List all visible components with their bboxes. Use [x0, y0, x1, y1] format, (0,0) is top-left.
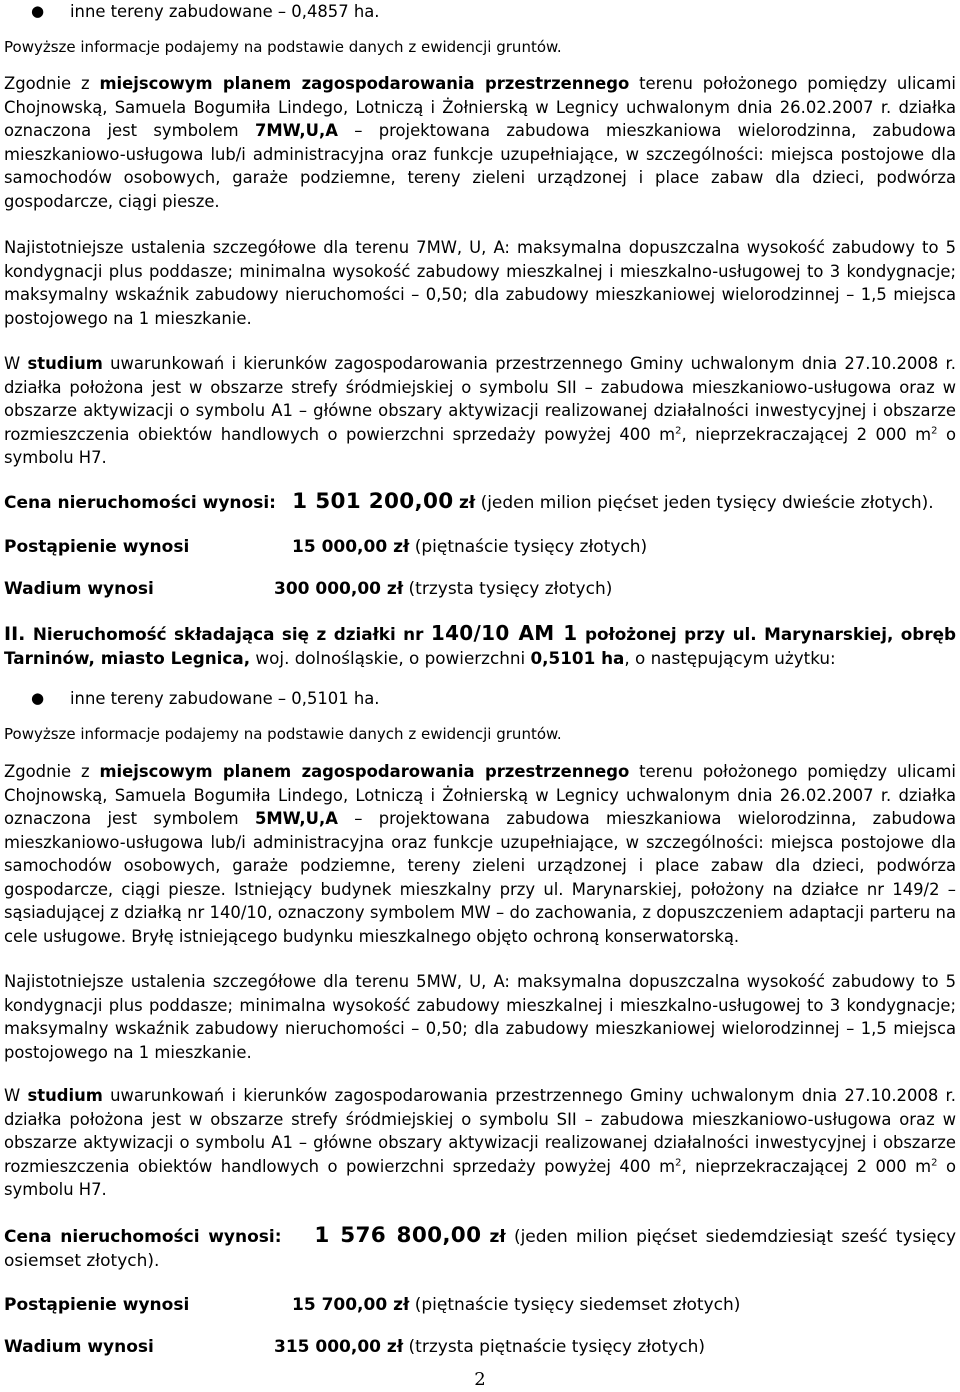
study-term: studium	[27, 1086, 103, 1105]
text: uwarunkowań i kierunków zagospodarowania przestrzennego Gminy uchwalonym dnia 27.10.2008 r. działka położona jest w obszarze strefy śródmiejskiej o symbolu SII – zabudowa mieszkaniowo-usługowa oraz w obszarze aktywizacji o symbolu A1 – główne obszary aktywizacji realizowanej działalności inwestycyjnej i obszarze rozmieszczenia obiektów handlowych o powierzchni sprzedaży powyżej 400 m	[4, 1086, 956, 1176]
price-amount: 1 501 200,00	[292, 489, 454, 514]
text: – projektowana zabudowa mieszkaniowa wielorodzinna, zabudowa mieszkaniowo-usługowa lub/i administracyjna oraz funkcje uzupełniające, w szczególności: miejsca postojowe dla samochodów osobowych, garaże podziemne, tereny zieleni urządzonej i place zabaw dla dzieci, podwórza gospodarcze, ciągi piesze. Istniejący budynek mieszkalny przy ul. Marynarskiej, położony na działce nr 149/2 – sąsiadującej z działką nr 140/10, oznaczony symbolem MW – do zachowania, z dopuszczeniem adaptacji parteru na cele usługowe. Bryłę istniejącego budynku mieszkalnego objęto ochroną konserwatorską.	[4, 809, 956, 946]
deposit-row	[4, 578, 956, 602]
source-note: Powyższe informacje podajemy na podstawie danych z ewidencji gruntów.	[4, 38, 562, 56]
bid-step-value	[292, 536, 647, 560]
bid-step-label: Postąpienie wynosi	[4, 537, 190, 557]
bid-step-value	[292, 1294, 740, 1318]
text: W	[4, 354, 28, 373]
bullet-icon: ●	[31, 689, 45, 707]
plot-number: 140/10 AM 1	[430, 621, 578, 645]
text: Zgodnie z	[4, 762, 100, 781]
text: , nieprzekraczającej 2 000 m	[681, 1156, 932, 1176]
superscript: 2	[675, 425, 682, 437]
plan-paragraph	[4, 760, 956, 948]
plan-paragraph	[4, 72, 956, 213]
plan-symbol: 7MW,U,A	[254, 121, 338, 140]
list-item-text: inne tereny zabudowane – 0,5101 ha.	[70, 689, 380, 708]
plot-area: 0,5101 ha	[530, 647, 625, 668]
price-currency: zł	[489, 1227, 506, 1247]
details-paragraph: Najistotniejsze ustalenia szczegółowe dla terenu 5MW, U, A: maksymalna dopuszczalna wysokość zabudowy to 5 kondygnacji plus poddasze; minimalna wysokość zabudowy mieszkalnej i mieszkalno-usługowej to 3 kondygnacje; maksymalny wskaźnik zabudowy nieruchomości – 0,50; dla zabudowy mieszkaniowej wielorodzinnej – 1,5 miejsca postojowego na 1 mieszkanie.	[4, 972, 956, 1062]
superscript: 2	[931, 425, 938, 437]
plan-symbol: 5MW,U,A	[254, 809, 338, 828]
text: położonej przy ul. Marynarskiej, obręb Tarninów, miasto Legnica,	[4, 624, 956, 668]
bid-step-amount: 15 000,00 zł	[292, 537, 410, 557]
text: woj. dolnośląskie, o powierzchni	[250, 647, 531, 668]
deposit-value	[274, 578, 612, 602]
bid-step-words: (piętnaście tysięcy siedemset złotych)	[414, 1295, 741, 1315]
price-line	[4, 490, 956, 516]
list-item-text: inne tereny zabudowane – 0,4857 ha.	[70, 2, 380, 21]
text: o symbolu H7.	[4, 424, 956, 467]
bid-step-amount: 15 700,00 zł	[292, 1295, 410, 1315]
price-label: Cena nieruchomości wynosi:	[4, 1227, 282, 1247]
text: W	[4, 1086, 28, 1105]
price-label: Cena nieruchomości wynosi:	[4, 493, 276, 513]
deposit-label: Wadium wynosi	[4, 1337, 154, 1357]
deposit-label: Wadium wynosi	[4, 579, 154, 599]
bid-step-row	[4, 1294, 956, 1318]
price-line	[4, 1224, 956, 1273]
text: , o następującym użytku:	[624, 647, 836, 668]
deposit-row	[4, 1336, 956, 1360]
superscript: 2	[675, 1157, 682, 1169]
study-paragraph	[4, 352, 956, 470]
deposit-amount: 300 000,00 zł	[274, 579, 404, 599]
text: Zgodnie z	[4, 74, 100, 93]
text: terenu położonego pomiędzy ulicami Chojnowską, Samuela Bogumiła Lindego, Lotniczą i Żołnierską w Legnicy uchwalonym dnia 26.02.2007 r. działka oznaczona jest symbolem	[4, 74, 956, 140]
bid-step-label: Postąpienie wynosi	[4, 1295, 190, 1315]
bid-step-words: (piętnaście tysięcy złotych)	[414, 537, 648, 557]
source-note: Powyższe informacje podajemy na podstawie danych z ewidencji gruntów.	[4, 725, 562, 743]
price-words: (jeden milion pięćset jeden tysięcy dwieście złotych).	[480, 493, 934, 513]
bullet-icon: ●	[31, 2, 45, 20]
page-number: 2	[474, 1369, 486, 1390]
text: o symbolu H7.	[4, 1156, 956, 1199]
study-term: studium	[27, 354, 103, 373]
deposit-words: (trzysta piętnaście tysięcy złotych)	[408, 1337, 705, 1357]
study-paragraph	[4, 1084, 956, 1202]
section-number: II.	[4, 623, 26, 645]
text: uwarunkowań i kierunków zagospodarowania przestrzennego Gminy uchwalonym dnia 27.10.2008 r. działka położona jest w obszarze strefy śródmiejskiej o symbolu SII – zabudowa mieszkaniowo-usługowa oraz w obszarze aktywizacji o symbolu A1 – główne obszary aktywizacji realizowanej działalności inwestycyjnej i obszarze rozmieszczenia obiektów handlowych o powierzchni sprzedaży powyżej 400 m	[4, 354, 956, 444]
price-words: (jeden milion pięćset siedemdziesiąt sześć tysięcy osiemset złotych).	[4, 1227, 957, 1271]
section-heading	[4, 622, 956, 670]
deposit-words: (trzysta tysięcy złotych)	[408, 579, 613, 599]
text: Nieruchomość składająca się z działki nr	[25, 624, 431, 644]
details-paragraph: Najistotniejsze ustalenia szczegółowe dla terenu 7MW, U, A: maksymalna dopuszczalna wysokość zabudowy to 5 kondygnacji plus poddasze; minimalna wysokość zabudowy mieszkalnej i mieszkalno-usługowej to 3 kondygnacje; maksymalny wskaźnik zabudowy nieruchomości – 0,50; dla zabudowy mieszkaniowej wielorodzinnej – 1,5 miejsca postojowego na 1 mieszkanie.	[4, 238, 956, 328]
price-currency: zł	[458, 493, 476, 513]
bid-step-row	[4, 536, 956, 560]
deposit-amount: 315 000,00 zł	[274, 1337, 404, 1357]
plan-term: miejscowym planem zagospodarowania przestrzennego	[99, 74, 630, 93]
plan-term: miejscowym planem zagospodarowania przestrzennego	[99, 762, 630, 781]
text: , nieprzekraczającej 2 000 m	[681, 424, 932, 444]
deposit-value	[274, 1336, 705, 1360]
price-amount: 1 576 800,00	[314, 1223, 482, 1248]
superscript: 2	[931, 1157, 938, 1169]
text: terenu położonego pomiędzy ulicami Chojnowską, Samuela Bogumiła Lindego, Lotniczą i Żołnierską w Legnicy uchwalonym dnia 26.02.2007 r. działka oznaczona jest symbolem	[4, 762, 956, 828]
text: – projektowana zabudowa mieszkaniowa wielorodzinna, zabudowa mieszkaniowo-usługowa lub/i administracyjna oraz funkcje uzupełniające, w szczególności: miejsca postojowe dla samochodów osobowych, garaże podziemne, tereny zieleni urządzonej i place zabaw dla dzieci, podwórza gospodarcze, ciągi piesze.	[4, 121, 956, 211]
